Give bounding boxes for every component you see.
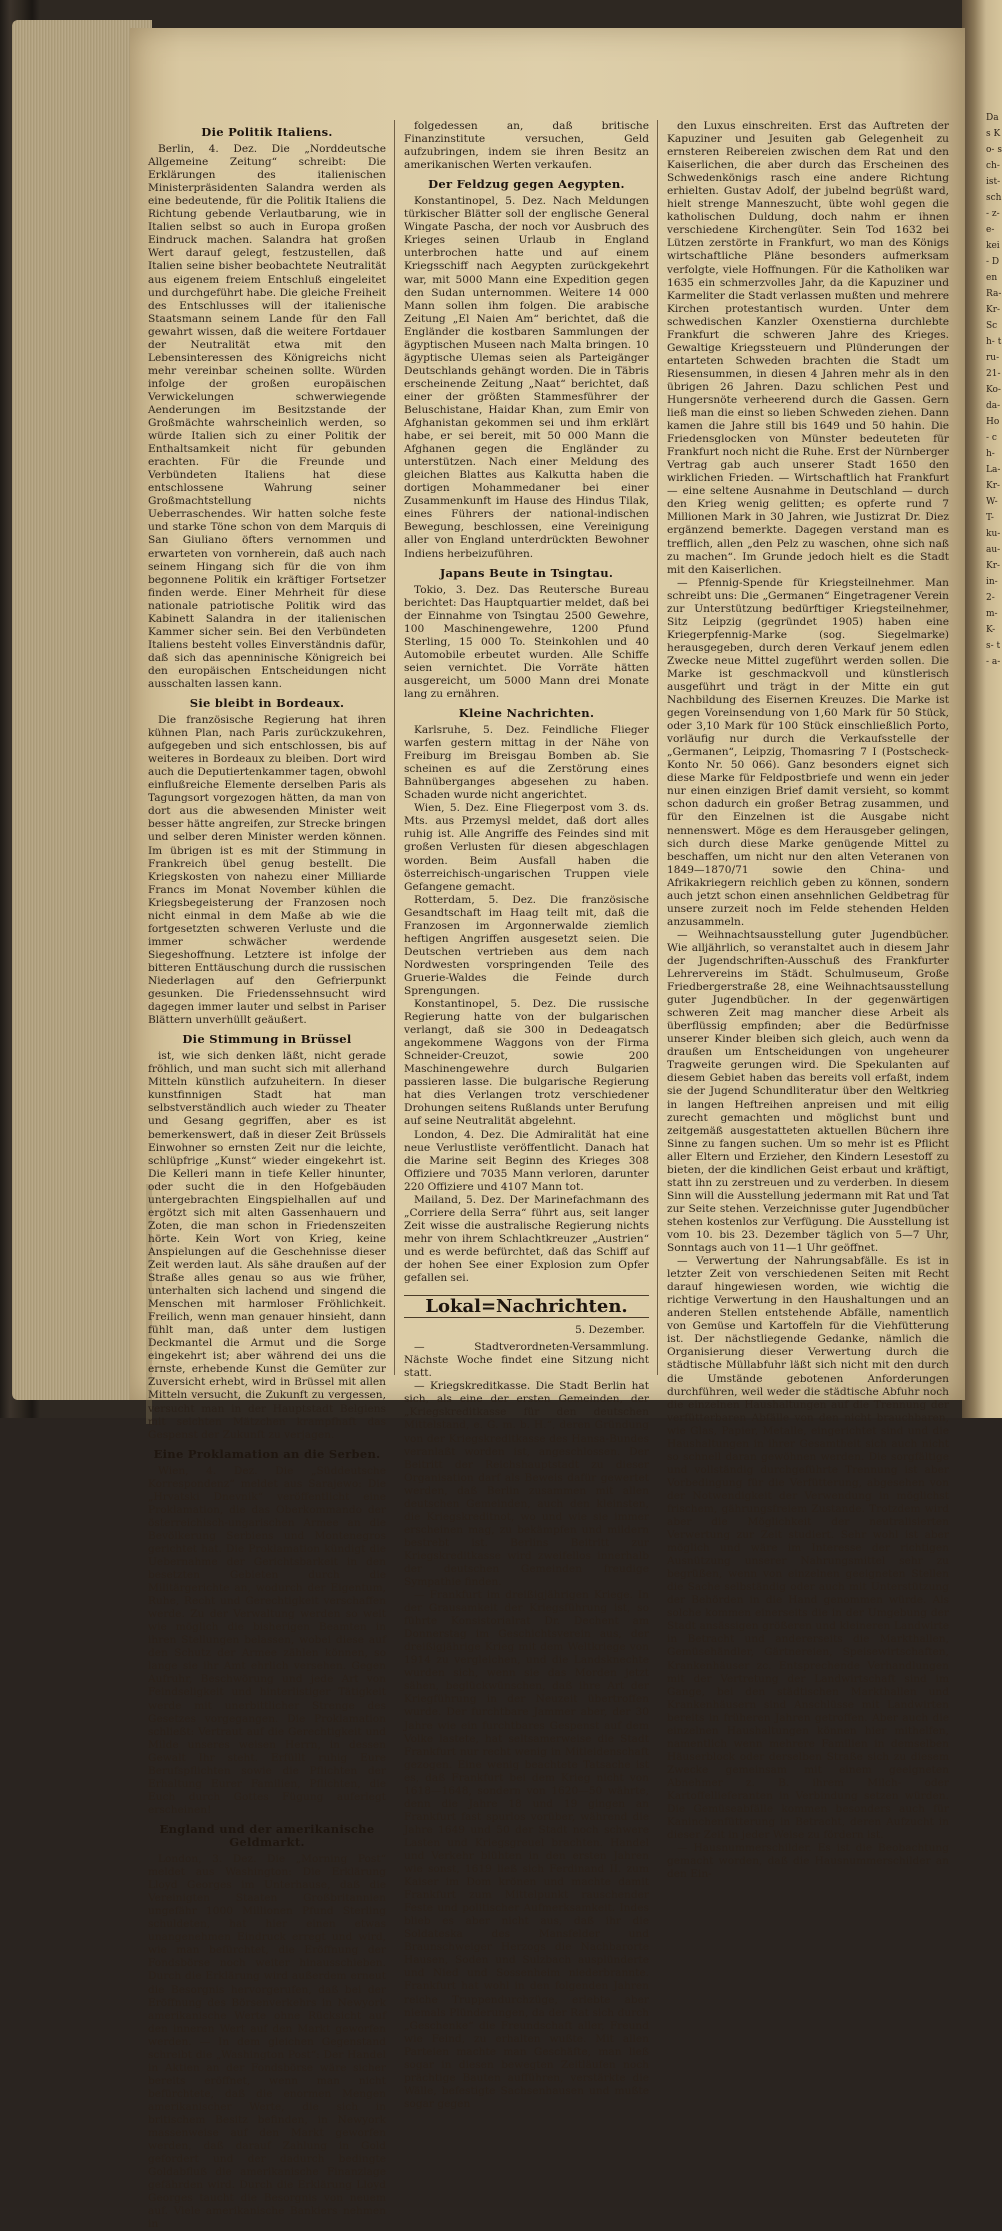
news-item-karlsruhe: Karlsruhe, 5. Dez. Feindliche Flieger warfen gestern mittag in der Nähe von Freiburg im Breisgau Bomben ab. Sie scheinen es auf die Zerstörung eines Bahnüberganges abgesehen zu haben. Schaden wurde nicht angerichtet. [404,724,649,802]
local-item-frankfurt-krieg-continued: den Luxus einschreiten. Erst das Auftreten der Kapuziner und Jesuiten gab Gelegenheit zu ernsteren Reibereien zwischen dem Rat und den Kaiserlichen, die aber durch das Erscheinen des Schwedenkönigs rasch eine andere Richtung erhielten. Gustav Adolf, der jubelnd begrüßt ward, hielt strenge Manneszucht, übte wohl gegen die katholischen Duldung, doch nahm er ihnen verschiedene Kirchengüter. Sein Tod 1632 bei Lützen zerstörte in Frankfurt, wo man des Königs wirtschaftliche Pläne besonders aufmerksam verfolgte, viele Hoffnungen. Für die Katholiken war 1635 ein schmerzvolles Jahr, da die Kapuziner und Karmeliter die Stadt verlassen mußten und mehrere Kirchen protestantisch wurden. Unter dem schwedischen Kanzler Oxenstierna durchlebte Frankfurt die schweren Jahre des Krieges. Gewaltige Kriegssteuern und Plünderungen der entarteten Schweden brachten die Stadt um Riesensummen, in diesen 4 Jahren mehr als in den übrigen 26 Jahren. Dazu schlichen Pest und Hungersnöte verheerend durch die Gassen. Gern ließ man die einst so lieben Schweden ziehen. Dann kamen die Jahre still bis 1649 und 50 hahin. Die Friedensglocken von Münster bedeuteten für Frankfurt noch nicht die Ruhe. Erst der Nürnberger Vertrag gab auch unserer Stadt 1650 den wirklichen Frieden. — Wirtschaftlich hat Frankfurt — eine seltene Ausnahme in Deutschland — durch den Krieg wenig gelitten; es opferte rund 7 Millionen Mark in 30 Jahren, wie Justizrat Dr. Diez ergänzend bemerkte. Dagegen verstand man es trefflich, allen „den Pelz zu waschen, ohne sich naß zu machen“. Im Grunde jedoch hielt es die Stadt mit den Kaiserlichen. [667,120,950,576]
article-england: London, 3. Dez. Die „Morning Post“ meldet aus Washington: Die Erklärung Lloyd Georges im Unterhause, daß die Vereinigten Staaten Großbritannien ungefähr 1000 Millionen Pfund Sterling schuldeten, hat hier einen etwas unangenehmen Eindruck erregt und wird, wie man befürchtet, die Eröffnung der Fondsbörse noch weiter hinausschieben. Durch die Erklärung wird außerdem erneut die Besorgnis hervorgerufen, daß bei der Eröffnung des Börsenverkehrs in Newyork amerikanische Werte ohne Rücksicht auf den inneren Wert auf den Markt geworfen werden. — In dem gleichen Gegenstand schreibt die „Washington Post“: Der Handel in Aktien an der Fondsbörse wäre sicher bereits eröffnet, wenn man nicht befürchtete, daß die enormen Mengen amerikanischer Werte, die sich in britischem Besitz befinden, in Newyork massenweise auf den Markt geworfen werden, daß darauf Zahlung in Gold gefordert und der dadurch bedingte Goldabfluß die amerikanische Finanzlage gefährden wird. Durch die Erklärung Lloyd Georges taucht die Besorgnis von neuem auf. Viele amerikanische Bankiers nehmen in [148,1853,386,2231]
news-item-rotterdam: Rotterdam, 5. Dez. Die französische Gesandtschaft im Haag teilt mit, daß die Franzosen im Argonnerwalde ziemlich heftigen Angriffen ausgesetzt seien. Die Deutschen vertrieben aus dem nach Nordwesten vorspringenden Teile des Gruerie-Waldes die Feinde durch Sprengungen. [404,893,649,997]
local-item-pfennig-spende: — Pfennig-Spende für Kriegsteilnehmer. Man schreibt uns: Die „Germanen“ Eingetragener Verein zur Unterstützung bedürftiger Kriegsteilnehmer, Sitz Leipzig (gegründet 1905) haben eine Kriegerpfennig-Marke (sog. Siegelmarke) herausgegeben, durch deren Verkauf jenem edlen Zwecke neue Mittel zugeführt werden sollen. Die Marke ist geschmackvoll und künstlerisch ausgeführt und trägt in der Mitte ein gut Nachbildung des Eisernen Kreuzes. Die Marke ist gegen Voreinsendung von 1,60 Mark für 50 Stück, oder 3,10 Mark für 100 Stück einschließlich Porto, vorläufig nur durch die Verkaufsstelle der „Germanen“, Leipzig, Thomasring 7 I (Postscheck-Konto Nr. 50 066). Ganz besonders eignet sich diese Marke für Feldpostbriefe und wenn ein jeder nur einen einzigen Brief damit versieht, so kommt schon dadurch ein großer Betrag zusammen, und für den Einzelnen ist die Ausgabe nicht nennenswert. Möge es dem Herausgeber gelingen, sich durch diese Marke genügende Mittel zu beschaffen, um nicht nur den alten Veteranen von 1849—1870/71 sowie den China- und Afrikakriegern reichlich geben zu können, sondern auch jetzt schon einen ansehnlichen Geldbetrag für unsere zurzeit noch im Felde stehenden Helden anzusammeln. [667,576,949,928]
article-tsingtau: Tokio, 3. Dez. Das Reutersche Bureau berichtet: Das Hauptquartier meldet, daß bei der Einnahme von Tsingtau 2500 Gewehre, 100 Maschinengewehre, 1200 Pfund Sterling, 15 000 To. Steinkohlen und 40 Automobile erbeutet wurden. Alle Schiffe seien vernichtet. Die Vorräte hätten ausgereicht, um 5000 Mann drei Monate lang zu ernähren. [404,583,649,700]
section-date: 5. Dezember. [575,1324,645,1337]
local-item-jugendbuecher: — Weihnachtsausstellung guter Jugendbücher. Wie alljährlich, so veranstaltet auch in diesem Jahr der Jugendschriften-Ausschuß des Frankfurter Lehrervereins im Städt. Schulmuseum, Große Friedbergerstraße 28, eine Weihnachtsausstellung guter Jugendbücher. In der gegenwärtigen schweren Zeit mag mancher diese Arbeit als überflüssig empfinden; aber die Bedürfnisse unserer Kinder bleiben sich gleich, auch wenn da draußen um Entscheidungen von ungeheurer Tragweite gerungen wird. Die Spekulanten auf diesem Gebiet haben das bereits voll erfaßt, indem sie der Jugend Schundliteratur über den Weltkrieg in langen Heftreihen anpreisen und mit eilig zurecht gemachten und möglichst bunt und zeitgemäß ausgestatteten aktuellen Büchern ihre Sinne zu fangen suchen. Um so mehr ist es Pflicht aller Eltern und Erzieher, den Kindern Lesestoff zu bieten, der die kindlichen Geist erbaut und kräftigt, statt ihn zu zerstreuen und zu verderben. In diesem Sinn will die Ausstellung jedermann mit Rat und Tat zur Seite stehen. Verzeichnisse guter Jugendbücher stehen kostenlos zur Verfügung. Die Ausstellung ist vom 10. bis 23. Dezember täglich von 5—7 Uhr, Sonntags auch von 11—1 Uhr geöffnet. [667,928,949,1255]
headline-kleine-nachrichten: Kleine Nachrichten. [458,706,595,721]
headline-england: England und der amerikanische Geldmarkt. [159,1821,375,1849]
local-item-frankfurt-krieg: — Frankfurt im dreißigjährigen Kriege. In der Grausamkeit der Kriegsführung ist, so führte Konsistorialrat Dr. Dechent am Donnerstag im Geschichtsverein aus, der dreißigjährige Krieg mit dem Weltkriege von 1914 zu vergleichen, und die Landsknechte wurden sich, wenn sie das Morden jetzt sähen, beglückwünschen, daß ihre Art der Kriegführung in der Neuzeit übertroffen wurde. Der furchtbare Jammer aber, der 30 Jahre wie ein furchtbares Gespenst auf dem Volke lastete, hat seltsamerweise die Stadt Frankfurt nur recht wenig in Mitleidenschaft gezogen. Eine wenig beachtete Tatsache ist es, daß Frankfurt bei dem Krieg nicht von 1618—1648, sondern von 1620—50 währte, denn die Jahre 18 und 19 gingen an Frankfurt fast spurlos vorüber, während die Jahre 1649 und 50 der Stadt noch schwere Lasten und Kriegsgreuel brachten. Handel und Verkehr blühten in den ersten Jahren wie sonst, 1619 ließ sich Ferdinand II. zum Kaiser im Dom krönen und machte damit Frankfurt zum Mittelpunkt rauschender Feste und politischer Aufmerksamkeit. Indes blieb es aber nicht aus, daß ihr die Soldateska des Mansfelder und Braunschweiger Herzogs die Nachbarorte Hausen, Soden und Sulzbach ausplünderte und Nied und Sossenheim niederbrannte. Frankfurt hat wohl in den folgenden Jahren reiche Truppendurchzüge, erlebte aber niemals Plünderungen, da der Rat sich durch „Geschenke“ die Freundschaft aller, Freund wie Feind, zu erhalten wußte. Mit allen Parteien machte man Geschäfte, man ließ sogar in diesen bewegten Zeitläufen noch prächtige Bauten aufführen, verstärkte die Wälle, befestigte Sachsenhausen und mußte sogar gegen [404,1589,649,2110]
column-3 [667,120,950,1881]
column-1 [148,120,395,2231]
news-item-london: London, 4. Dez. Die Admiralität hat eine neue Verlustliste veröffentlicht. Danach hat die Marine seit Beginn des Krieges 308 Offiziere und 7035 Mann verloren, darunter 220 Offiziere und 4107 Mann tot. [404,1128,649,1193]
headline-tsingtau: Japans Beute in Tsingtau. [439,565,614,580]
article-england-continued: folgedessen an, daß britische Finanzinstitute versuchen, Geld aufzubringen, indem sie ihren Besitz an amerikanischen Werten verkaufen. [404,120,649,172]
news-item-wien: Wien, 5. Dez. Eine Fliegerpost vom 3. ds. Mts. aus Przemysl meldet, daß dort alles ruhig ist. Alle Angriffe des Feindes sind mit großen Verlusten für diesen abgeschlagen worden. Beim Ausfall haben die österreichisch-ungarischen Truppen viele Gefangene gemacht. [404,802,649,893]
news-item-konstantinopel: Konstantinopel, 5. Dez. Die russische Regierung hatte von der bulgarischen verlangt, daß sie 300 in Dedeagatsch angekommene Waggons von der Firma Schneider-Creuzot, sowie 200 Maschinengewehre durch Bulgarien passieren lasse. Die bulgarische Regierung hat dies Verlangen trotz verschiedener Drohungen seitens Rußlands unter Berufung auf seine Neutralität abgelehnt. [404,998,649,1128]
local-item-hausnummerschilder: — Hausnummerschilder. Es ist die Beobachtung gemacht worden, daß die Hausnummerschilder an den Ein- [667,1842,949,1881]
article-serben: Wien, 4. Dez. Die „Süddeutsche Korrespondenz“ meldet aus Sarajewo: Die „Hrvatski Dnevnik“ veröffentlicht eine Proklamation, die das Oberkommando der österreichisch-ungarischen Armee an die Bevölkerung Serbiens und Montenegros gerichtet hat. Die Proklamation kündigt die Uebernahme der Gerichtsbarkeit in den besetzten Gebieten durch die Militärgerichte an, wodurch der Eigentum, Ruhe, Recht und Gerechtigkeit verschaffen werde. Zu der Verwaltung werden so weit wie möglich die bisherigen Beamten in ihren Stellungen belassen, wobei diese auf den Schutz der Armee zählen können, so lange sie ihr Amt ehrlich versehen. Gegen Aufruhr, Beschwörung und jede Art von Feindseligkeit und hinterlistiger Tätigkeit werde mit unerbittlicher Strenge des Gesetzes vorgegangen. Die Proklamation schließt: Vertraut auf die Gerechtigkeit und Milde unseres weisen Herrn, in dessen Gewalt Ihr steht. Erfüllt ruhig Eure Berufspflichten sowie die Pflichten der Erhaltung Eurer Familien, Pflichten, die Euch durch Gottes Fügung auferlegt erscheinen! [148,1464,386,1816]
newspaper-page [130,28,965,2231]
headline-politik-italiens: Die Politik Italiens. [201,125,333,139]
headline-bordeaux: Sie bleibt in Bordeaux. [189,696,345,711]
headline-serben: Eine Proklamation an die Serben. [153,1446,381,1461]
facing-page-text: Das Ko- sch- ist- sch- z- e- kei- Den Ra- Kr- Sch- tru- 21- Ko- da- Ho- ch- La- Kr- W- T- ku- au- Kr- in- 2- m- K- s- t- a- [986,113,1002,667]
headline-aegypten: Der Feldzug gegen Aegypten. [428,177,625,192]
section-title-lokal-nachrichten: Lokal=Nachrichten. [404,1295,649,1318]
local-item-nahrungsabfaelle: — Verwertung der Nahrungsabfälle. Es ist in letzter Zeit von verschiedenen Seiten mit Recht darauf hingewiesen worden, wie wichtig die richtige Verwertung in den Haushaltungen und an anderen Stellen entstehende Abfälle, namentlich von Gemüse und Kartoffeln für die Viehfütterung ist. Der nächstliegende Gedanke, nämlich die Organisierung dieser Verwertung durch die städtische Müllabfuhr läßt sich nicht mit den durch die Umstände gebotenen Anforderungen durchführen, weil weder die städtische Abfuhr noch die einzelnen Haushaltungen auf die Trennung der verfütterbaren Abfälle von den nicht brauchbaren, wie Glas, Papier, Metalle, eingerichtet sind und die Haushaltungen in ihrer Gesamtheit sich auch nicht so schnell daran gewöhnen werden. Die sorgfältige und vollständig durchgeführte Trennung ist aber Vorbedingung für die Verfütterung, abgesehen von der Notwendigkeit der Verwendung in möglichst frischem, gährungsfreiem Zustande. Trotzdem wird aber die Möglichkeit der neutralisierten Verwertung zur Zeit studiert. Sehr wohl ist aber möglich und wäre im Interesse der richtigen Ausnützung unserer Nahrungsmittel sehr zu begrüßen, wenn von einzelnen geeigneten Stellen die Sache selbständig oder auch mit Unterstützung der Behörden in die Hand genommen würde. Als solche kommen einerseits die in der Umgebung der Stadt ansässigen größeren und kleineren Landwirte in Betracht und andererseits die Markthallen, Gemüsehändler, Gärtnereien, Speisewirtschaften, Krankenhäuser zc. Entsprechende Verhandlungen mit der Vertretung der Landwirtschaft sind im Gange, bei den städtischen Markthallen und Krankenhäusern sind Anschlüsse mit Landwirten bereits in früheren Jahren getroffen. Aber auch die einzelnen Haushaltungen können hier mithelfen, namentlich wenn mehrere Familien in demselben Häuserblock oder derselben Straße sich zu diesem Zwecke gemeinsam mit einem geeigneten Abnehmer z. B. ihrem Milch- oder Kartoffellieferanten in Verbindung setzen würden. Die Gemüseabfälle kommen besonders auch für Kaninchenfütterung in Betracht, deren Aufzucht in dieser Zeit in jeder Weise zu fördern ist. [667,1255,949,1842]
article-politik-italiens: Berlin, 4. Dez. Die „Norddeutsche Allgemeine Zeitung“ schreibt: Die Erklärungen des italienischen Ministerpräsidenten Salandra werden als eine bedeutende, für die Politik Italiens die Richtung gebende Verlautbarung, wie in Italien selbst so auch in Europa großen Eindruck machen. Salandra hat großen Wert darauf gelegt, festzustellen, daß Italien seine bisher beobachtete Neutralität aus eigenem freiem Entschluß eingeleitet und durchgeführt habe. Die gleiche Freiheit des Entschlusses will der italienische Staatsmann seinem Lande für den Fall gewahrt wissen, daß die weitere Fortdauer der Neutralität etwa mit den Lebensinteressen des Königreichs nicht mehr vereinbar scheinen sollte. Würden infolge der großen europäischen Verwickelungen schwerwiegende Aenderungen im Besitzstande der Großmächte wahrscheinlich werden, so würde Italien sich zu einer Politik der Enthaltsamkeit nicht für gebunden erachten. Für die Freunde und Verbündeten Italiens hat diese entschlossene Wahrung seiner Großmachtstellung nichts Ueberraschendes. Wir hatten solche feste und starke Töne schon von dem Marquis di San Giuliano öfters vernommen und erwarteten von vornherein, daß auch nach seinem Hingang sich für die von ihm begonnene Politik ein kräftiger Fortsetzer finden werde. Einer Mehrheit für diese nationale patriotische Politik wird das Kabinett Salandra in der italienischen Kammer sicher sein. Bei den Verbündeten Italiens besteht volles Einverständnis dafür, daß sich das apenninische Königreich bei den europäischen Entscheidungen nicht ausschalten lassen kann. [148,143,386,690]
headline-bruessel: Die Stimmung in Brüssel [182,1032,352,1047]
local-item-stadtverordneten: — Stadtverordneten-Versammlung. Nächste Woche findet eine Sitzung nicht statt. [404,1341,649,1380]
article-bruessel: ist, wie sich denken läßt, nicht gerade fröhlich, und man sucht sich mit allerhand Mitteln künstlich aufzuheitern. In dieser kunstfinnigen Stadt hat man selbstverständlich auch wieder zu Theater und Gesang gegriffen, aber es ist bemerkenswert, daß in dieser Zeit Brüssels Einwohner so ernsten Zeit nur die leichte, schlüpfrige „Kunst“ wieder eingekehrt ist. Die Kelleri mann in tiefe Keller hinunter, oder sucht die in den Hofgebäuden untergebrachten Eingspielhallen auf und ergötzt sich mit alten Gassenhauern und Zoten, die man schon in Friedenszeiten hörte. Kein Wort von Krieg, keine Anspielungen auf die Geschehnisse dieser Zeit werden laut. Als sähe draußen auf der Straße alles genau so aus wie früher, unterhalten sich lachend und singend die Menschen mit harmloser Fröhlichkeit. Freilich, wenn man genauer hinsieht, dann fühlt man, daß unter dem lustigen Deckmantel die Armut und die Sorge eingekehrt ist; aber während dei uns die ernste, erhebende Kunst die Gemüter zur Zuversicht erhebt, wird in Brüssel mit allen Mitteln versucht, die Zukunft zu vergessen, versucht man in der Hauptstadt Belgiens mit seichten Mätzchen krampfhaft das Gespenst der Zukunft zu verjagen. [148,1050,386,1441]
facing-page-edge [962,0,1002,1418]
local-item-kriegskreditkasse: — Kriegskreditkasse. Die Stadt Berlin hat sich, als eine der ersten Gemeinden, der „Kriegskreditkasse für den deutschen Mittelstand, e. G. m. b. H.“, deren Gründung von der Kriegskreditkasse des Hansa-Bundes veranlaßt worden ist, angeschlossen. Der Beitritt der Reichshauptstadt zu dieser Organisation darf als Beweis dafür gewertet werden, daß Berlin zusammen mit allen deutschen Gemeinden, auch den kleinsten, die Kriegskreditnot, wo und wie sie immer erscheinen mag, zu bekämpfen und mildern bestrebt ist. Berlins Beitritt zur Kriegskreditkasse wird zweifellos innerhalb der deutschen Gemeinden freudige Sympathie finden. [404,1380,649,1589]
column-2 [404,120,658,2110]
news-item-mailand: Mailand, 5. Dez. Der Marinefachmann des „Corriere della Serra“ führt aus, seit langer Zeit wisse die australische Regierung nichts mehr von ihrem Schlachtkreuzer „Austrien“ und es werde befürchtet, daß das Schiff auf der hohen See einer Explosion zum Opfer gefallen sei. [404,1193,649,1285]
article-bordeaux: Die französische Regierung hat ihren kühnen Plan, nach Paris zurückzukehren, aufgegeben und sich entschlossen, bis auf weiteres in Bordeaux zu bleiben. Dort wird auch die Deputiertenkammer tagen, obwohl einflußreiche Elemente derselben Paris als Tagungsort vorgezogen hätten, da man von dort aus die abwesenden Minister weit besser hätte angreifen, zur Strecke bringen und selber deren Minister werden können. Im übrigen ist es mit der Stimmung in Frankreich übel genug bestellt. Die Kriegskosten von nahezu einer Milliarde Francs im Monat November kühlen die Kriegsbegeisterung der Franzosen noch nicht einmal in dem Maße ab wie die fortgesetzten schweren Verluste und die immer schwächer werdende Siegeshoffnung. Letztere ist infolge der bitteren Enttäuschung durch die russischen Niederlagen auf den Gefrierpunkt gesunken. Die Friedenssehnsucht wird dagegen immer lauter und selbst in Pariser Blättern unverhüllt geäußert. [148,714,386,1027]
article-aegypten: Konstantinopel, 5. Dez. Nach Meldungen türkischer Blätter soll der englische General Wingate Pascha, der noch vor Ausbruch des Krieges seinen Urlaub in England unterbrochen hatte und auf einem Kriegsschiff nach Aegypten zurückgekehrt war, mit 5000 Mann eine Expedition gegen den Sudan unternommen. Weitere 14 000 Mann sollen ihm folgen. Die arabische Zeitung „El Naien Am“ berichtet, daß die Engländer die kostbaren Sammlungen der ägyptischen Museen nach Malta bringen. 10 ägyptische Ulemas seien als Parteigänger Deutschlands gehängt worden. Die in Täbris erscheinende Zeitung „Naat“ berichtet, daß einer der größten Stammesführer der Beluschistane, Haidar Khan, zum Emir von Afghanistan gekommen sei und ihm erklärt habe, er sei bereit, mit 50 000 Mann die Afghanen gegen die Engländer zu unterstützen. Nach einer Meldung des gleichen Blattes aus Kalkutta haben die dortigen Mohammedaner bei einer Zusammenkunft im Hause des Hindus Tilak, eines Führers der national-indischen Bewegung, beschlossen, eine Vereinigung aller von England unterdrückten Bewohner Indiens herbeizuführen. [404,195,649,560]
